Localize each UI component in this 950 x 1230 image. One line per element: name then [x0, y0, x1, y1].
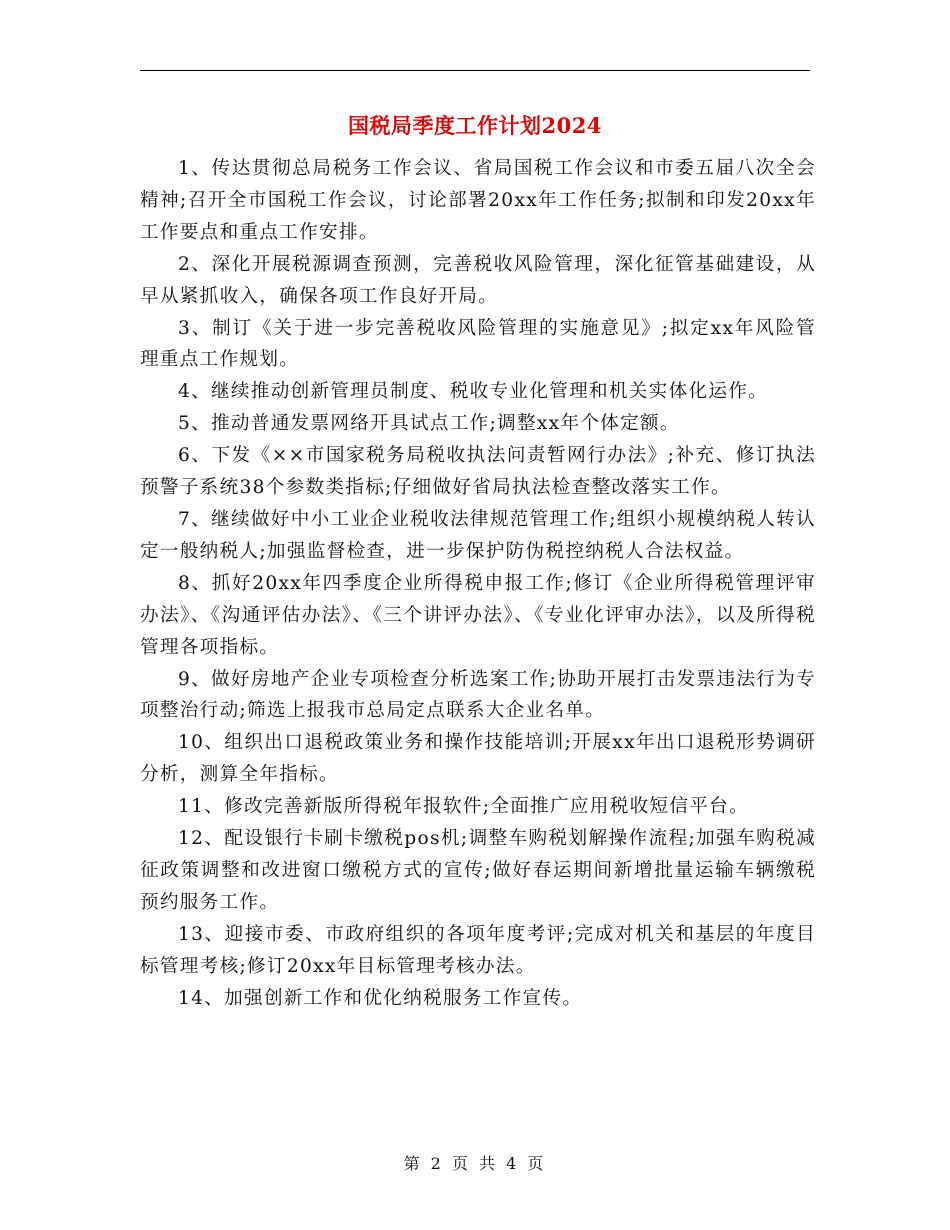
paragraph-9: 9、做好房地产企业专项检查分析选案工作;协助开展打击发票违法行为专项整治行动;筛选上报我市总局定点联系大企业名单。 [140, 668, 816, 722]
paragraph-4: 4、继续推动创新管理员制度、税收专业化管理和机关实体化运作。 [178, 381, 769, 403]
document-body [140, 153, 816, 1014]
page-footer: 第 2 页 共 4 页 [403, 1154, 547, 1173]
paragraph-8: 8、抓好20xx年四季度企业所得税申报工作;修订《企业所得税管理评审办法》、《沟通评估办法》、《三个讲评办法》、《专业化评审办法》，以及所得税管理各项指标。 [140, 572, 816, 658]
paragraph-10: 10、组织出口退税政策业务和操作技能培训;开展xx年出口退税形势调研分析，测算全年指标。 [140, 732, 816, 786]
paragraph-3: 3、制订《关于进一步完善税收风险管理的实施意见》;拟定xx年风险管理重点工作规划。 [140, 317, 816, 371]
paragraph-5: 5、推动普通发票网络开具试点工作;调整xx年个体定额。 [178, 413, 680, 435]
paragraph-2: 2、深化开展税源调查预测，完善税收风险管理，深化征管基础建设，从早从紧抓收入，确保各项工作良好开局。 [140, 253, 816, 307]
header-rule [140, 70, 810, 71]
paragraph-14: 14、加强创新工作和优化纳税服务工作宣传。 [178, 987, 583, 1009]
paragraph-7: 7、继续做好中小工业企业税收法律规范管理工作;组织小规模纳税人转认定一般纳税人;加强监督检查，进一步保护防伪税控纳税人合法权益。 [140, 508, 816, 562]
paragraph-13: 13、迎接市委、市政府组织的各项年度考评;完成对机关和基层的年度目标管理考核;修订20xx年目标管理考核办法。 [140, 923, 816, 977]
paragraph-12: 12、配设银行卡刷卡缴税pos机;调整车购税划解操作流程;加强车购税减征政策调整和改进窗口缴税方式的宣传;做好春运期间新增批量运输车辆缴税预约服务工作。 [140, 828, 816, 913]
paragraph-6: 6、下发《××市国家税务局税收执法问责暂网行办法》;补充、修订执法预警子系统38个参数类指标;仔细做好省局执法检查整改落实工作。 [140, 445, 816, 499]
paragraph-11: 11、修改完善新版所得税年报软件;全面推广应用税收短信平台。 [178, 796, 749, 818]
paragraph-1: 1、传达贯彻总局税务工作会议、省局国税工作会议和市委五届八次全会精神;召开全市国税工作会议，讨论部署20xx年工作任务;拟制和印发20xx年工作要点和重点工作安排。 [140, 158, 816, 243]
document-title: 国税局季度工作计划2024 [348, 113, 602, 138]
